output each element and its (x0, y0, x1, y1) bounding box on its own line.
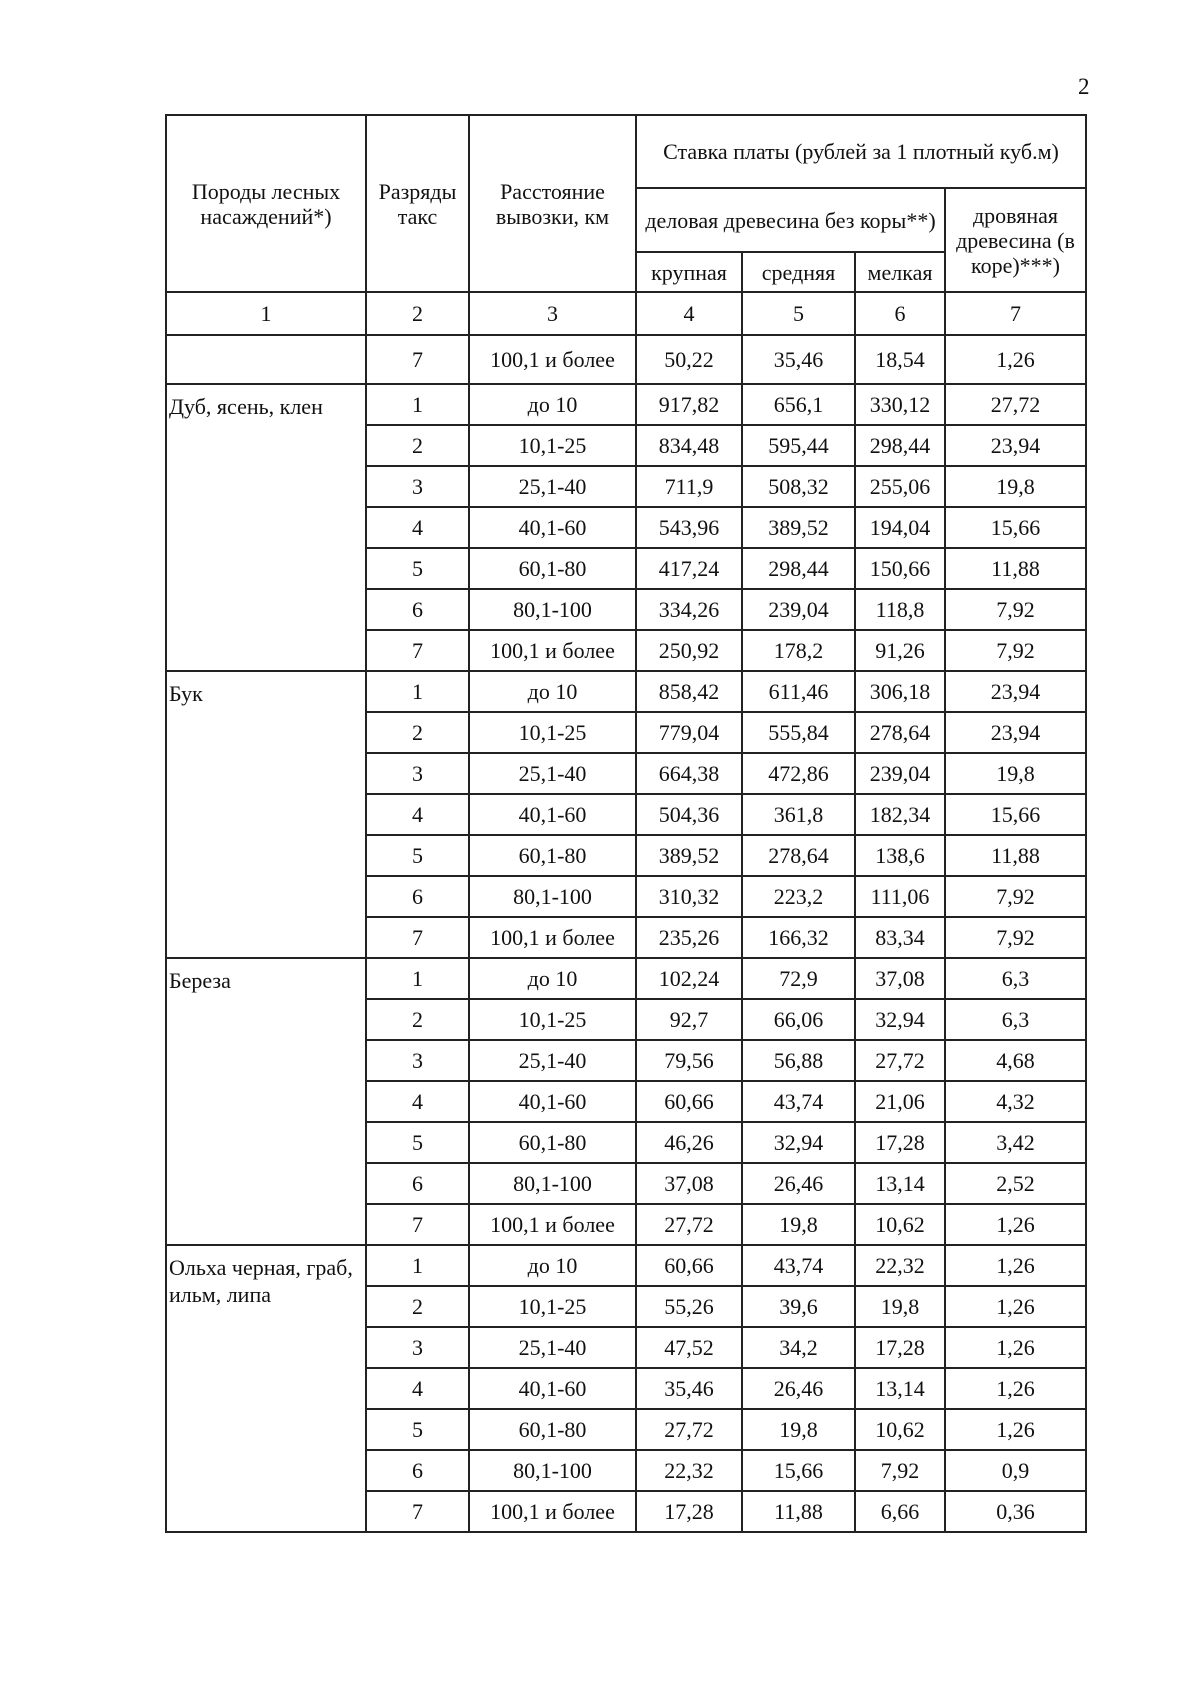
rank-cell: 2 (366, 999, 469, 1040)
medium-rate-cell: 239,04 (742, 589, 855, 630)
header-species: Породы лесных насаждений*) (166, 115, 366, 292)
large-rate-cell: 47,52 (636, 1327, 742, 1368)
large-rate-cell: 711,9 (636, 466, 742, 507)
column-numbers-row (166, 292, 1086, 335)
fuel-rate-cell: 1,26 (945, 1368, 1086, 1409)
large-rate-cell: 417,24 (636, 548, 742, 589)
small-rate-cell: 91,26 (855, 630, 945, 671)
large-rate-cell: 27,72 (636, 1409, 742, 1450)
large-rate-cell: 834,48 (636, 425, 742, 466)
fuel-rate-cell: 1,26 (945, 335, 1086, 384)
medium-rate-cell: 508,32 (742, 466, 855, 507)
large-rate-cell: 102,24 (636, 958, 742, 999)
distance-cell: до 10 (469, 1245, 636, 1286)
rank-cell: 5 (366, 835, 469, 876)
table-row (166, 384, 1086, 425)
distance-cell: 100,1 и более (469, 630, 636, 671)
header-rate: Ставка платы (рублей за 1 плотный куб.м) (636, 115, 1086, 188)
medium-rate-cell: 66,06 (742, 999, 855, 1040)
distance-cell: 80,1-100 (469, 589, 636, 630)
small-rate-cell: 278,64 (855, 712, 945, 753)
distance-cell: 25,1-40 (469, 1040, 636, 1081)
header-large: крупная (636, 252, 742, 292)
medium-rate-cell: 43,74 (742, 1081, 855, 1122)
species-cell: Бук (166, 671, 366, 958)
column-number: 4 (636, 292, 742, 335)
distance-cell: 10,1-25 (469, 712, 636, 753)
distance-cell: 100,1 и более (469, 1491, 636, 1532)
large-rate-cell: 60,66 (636, 1245, 742, 1286)
distance-cell: 80,1-100 (469, 1450, 636, 1491)
header-rank: Разряды такс (366, 115, 469, 292)
rank-cell: 5 (366, 1122, 469, 1163)
rank-cell: 1 (366, 1245, 469, 1286)
large-rate-cell: 235,26 (636, 917, 742, 958)
column-number: 7 (945, 292, 1086, 335)
header-business-wood: деловая древесина без коры**) (636, 188, 945, 252)
large-rate-cell: 543,96 (636, 507, 742, 548)
rank-cell: 2 (366, 712, 469, 753)
fuel-rate-cell: 0,9 (945, 1450, 1086, 1491)
small-rate-cell: 27,72 (855, 1040, 945, 1081)
rank-cell: 2 (366, 425, 469, 466)
distance-cell: 80,1-100 (469, 1163, 636, 1204)
fuel-rate-cell: 11,88 (945, 548, 1086, 589)
medium-rate-cell: 278,64 (742, 835, 855, 876)
rate-rows (166, 335, 1086, 1532)
medium-rate-cell: 19,8 (742, 1409, 855, 1450)
medium-rate-cell: 223,2 (742, 876, 855, 917)
large-rate-cell: 504,36 (636, 794, 742, 835)
stumpage-rates-table (165, 114, 1087, 1533)
species-cell: Дуб, ясень, клен (166, 384, 366, 671)
header-medium: средняя (742, 252, 855, 292)
fuel-rate-cell: 6,3 (945, 958, 1086, 999)
distance-cell: 40,1-60 (469, 1081, 636, 1122)
rank-cell: 3 (366, 1040, 469, 1081)
large-rate-cell: 35,46 (636, 1368, 742, 1409)
fuel-rate-cell: 7,92 (945, 917, 1086, 958)
small-rate-cell: 150,66 (855, 548, 945, 589)
rank-cell: 6 (366, 876, 469, 917)
distance-cell: 80,1-100 (469, 876, 636, 917)
rank-cell: 1 (366, 671, 469, 712)
small-rate-cell: 10,62 (855, 1204, 945, 1245)
rank-cell: 6 (366, 1163, 469, 1204)
large-rate-cell: 310,32 (636, 876, 742, 917)
species-cell: Береза (166, 958, 366, 1245)
fuel-rate-cell: 4,68 (945, 1040, 1086, 1081)
small-rate-cell: 182,34 (855, 794, 945, 835)
medium-rate-cell: 56,88 (742, 1040, 855, 1081)
fuel-rate-cell: 0,36 (945, 1491, 1086, 1532)
small-rate-cell: 21,06 (855, 1081, 945, 1122)
fuel-rate-cell: 27,72 (945, 384, 1086, 425)
medium-rate-cell: 472,86 (742, 753, 855, 794)
rank-cell: 5 (366, 1409, 469, 1450)
fuel-rate-cell: 19,8 (945, 466, 1086, 507)
table-row (166, 671, 1086, 712)
medium-rate-cell: 26,46 (742, 1163, 855, 1204)
distance-cell: 40,1-60 (469, 794, 636, 835)
medium-rate-cell: 43,74 (742, 1245, 855, 1286)
medium-rate-cell: 611,46 (742, 671, 855, 712)
rank-cell: 5 (366, 548, 469, 589)
small-rate-cell: 17,28 (855, 1327, 945, 1368)
rank-cell: 4 (366, 1081, 469, 1122)
distance-cell: 25,1-40 (469, 466, 636, 507)
distance-cell: 100,1 и более (469, 917, 636, 958)
medium-rate-cell: 389,52 (742, 507, 855, 548)
fuel-rate-cell: 6,3 (945, 999, 1086, 1040)
distance-cell: 10,1-25 (469, 999, 636, 1040)
small-rate-cell: 83,34 (855, 917, 945, 958)
medium-rate-cell: 555,84 (742, 712, 855, 753)
small-rate-cell: 118,8 (855, 589, 945, 630)
small-rate-cell: 32,94 (855, 999, 945, 1040)
rank-cell: 2 (366, 1286, 469, 1327)
medium-rate-cell: 361,8 (742, 794, 855, 835)
large-rate-cell: 46,26 (636, 1122, 742, 1163)
fuel-rate-cell: 1,26 (945, 1245, 1086, 1286)
large-rate-cell: 664,38 (636, 753, 742, 794)
large-rate-cell: 22,32 (636, 1450, 742, 1491)
small-rate-cell: 138,6 (855, 835, 945, 876)
fuel-rate-cell: 23,94 (945, 425, 1086, 466)
large-rate-cell: 334,26 (636, 589, 742, 630)
fuel-rate-cell: 7,92 (945, 876, 1086, 917)
fuel-rate-cell: 19,8 (945, 753, 1086, 794)
rank-cell: 7 (366, 335, 469, 384)
fuel-rate-cell: 1,26 (945, 1286, 1086, 1327)
table-row (166, 958, 1086, 999)
small-rate-cell: 194,04 (855, 507, 945, 548)
rank-cell: 7 (366, 630, 469, 671)
large-rate-cell: 37,08 (636, 1163, 742, 1204)
fuel-rate-cell: 2,52 (945, 1163, 1086, 1204)
rank-cell: 4 (366, 507, 469, 548)
species-cell (166, 335, 366, 384)
small-rate-cell: 330,12 (855, 384, 945, 425)
large-rate-cell: 79,56 (636, 1040, 742, 1081)
rank-cell: 3 (366, 1327, 469, 1368)
column-number: 3 (469, 292, 636, 335)
medium-rate-cell: 35,46 (742, 335, 855, 384)
medium-rate-cell: 595,44 (742, 425, 855, 466)
rank-cell: 7 (366, 917, 469, 958)
rank-cell: 1 (366, 958, 469, 999)
small-rate-cell: 18,54 (855, 335, 945, 384)
small-rate-cell: 19,8 (855, 1286, 945, 1327)
distance-cell: 60,1-80 (469, 835, 636, 876)
medium-rate-cell: 166,32 (742, 917, 855, 958)
table-row (166, 1245, 1086, 1286)
rank-cell: 4 (366, 794, 469, 835)
distance-cell: 60,1-80 (469, 548, 636, 589)
large-rate-cell: 917,82 (636, 384, 742, 425)
column-number: 6 (855, 292, 945, 335)
distance-cell: 100,1 и более (469, 335, 636, 384)
medium-rate-cell: 298,44 (742, 548, 855, 589)
large-rate-cell: 55,26 (636, 1286, 742, 1327)
rank-cell: 3 (366, 466, 469, 507)
distance-cell: 40,1-60 (469, 507, 636, 548)
medium-rate-cell: 39,6 (742, 1286, 855, 1327)
small-rate-cell: 13,14 (855, 1368, 945, 1409)
small-rate-cell: 298,44 (855, 425, 945, 466)
header-distance: Расстояние вывозки, км (469, 115, 636, 292)
distance-cell: до 10 (469, 671, 636, 712)
fuel-rate-cell: 1,26 (945, 1327, 1086, 1368)
distance-cell: до 10 (469, 384, 636, 425)
distance-cell: 10,1-25 (469, 1286, 636, 1327)
fuel-rate-cell: 11,88 (945, 835, 1086, 876)
rank-cell: 6 (366, 589, 469, 630)
distance-cell: 10,1-25 (469, 425, 636, 466)
large-rate-cell: 50,22 (636, 335, 742, 384)
fuel-rate-cell: 1,26 (945, 1409, 1086, 1450)
fuel-rate-cell: 15,66 (945, 507, 1086, 548)
column-number: 5 (742, 292, 855, 335)
large-rate-cell: 27,72 (636, 1204, 742, 1245)
fuel-rate-cell: 15,66 (945, 794, 1086, 835)
distance-cell: 40,1-60 (469, 1368, 636, 1409)
large-rate-cell: 858,42 (636, 671, 742, 712)
fuel-rate-cell: 23,94 (945, 671, 1086, 712)
large-rate-cell: 60,66 (636, 1081, 742, 1122)
large-rate-cell: 17,28 (636, 1491, 742, 1532)
distance-cell: 60,1-80 (469, 1122, 636, 1163)
distance-cell: 25,1-40 (469, 1327, 636, 1368)
medium-rate-cell: 15,66 (742, 1450, 855, 1491)
large-rate-cell: 779,04 (636, 712, 742, 753)
fuel-rate-cell: 1,26 (945, 1204, 1086, 1245)
species-cell: Ольха черная, граб, ильм, липа (166, 1245, 366, 1532)
small-rate-cell: 22,32 (855, 1245, 945, 1286)
small-rate-cell: 255,06 (855, 466, 945, 507)
fuel-rate-cell: 3,42 (945, 1122, 1086, 1163)
rank-cell: 7 (366, 1491, 469, 1532)
medium-rate-cell: 178,2 (742, 630, 855, 671)
small-rate-cell: 13,14 (855, 1163, 945, 1204)
distance-cell: до 10 (469, 958, 636, 999)
fuel-rate-cell: 7,92 (945, 589, 1086, 630)
rank-cell: 6 (366, 1450, 469, 1491)
table-row (166, 335, 1086, 384)
fuel-rate-cell: 23,94 (945, 712, 1086, 753)
small-rate-cell: 111,06 (855, 876, 945, 917)
small-rate-cell: 306,18 (855, 671, 945, 712)
medium-rate-cell: 11,88 (742, 1491, 855, 1532)
rank-cell: 4 (366, 1368, 469, 1409)
rank-cell: 7 (366, 1204, 469, 1245)
distance-cell: 60,1-80 (469, 1409, 636, 1450)
small-rate-cell: 17,28 (855, 1122, 945, 1163)
header-fuel-wood: дровяная древесина (в коре)***) (945, 188, 1086, 292)
medium-rate-cell: 19,8 (742, 1204, 855, 1245)
fuel-rate-cell: 4,32 (945, 1081, 1086, 1122)
large-rate-cell: 250,92 (636, 630, 742, 671)
small-rate-cell: 10,62 (855, 1409, 945, 1450)
medium-rate-cell: 32,94 (742, 1122, 855, 1163)
fuel-rate-cell: 7,92 (945, 630, 1086, 671)
header-small: мелкая (855, 252, 945, 292)
small-rate-cell: 239,04 (855, 753, 945, 794)
large-rate-cell: 389,52 (636, 835, 742, 876)
small-rate-cell: 7,92 (855, 1450, 945, 1491)
column-number: 2 (366, 292, 469, 335)
page-number: 2 (1078, 74, 1090, 99)
medium-rate-cell: 72,9 (742, 958, 855, 999)
distance-cell: 25,1-40 (469, 753, 636, 794)
small-rate-cell: 6,66 (855, 1491, 945, 1532)
distance-cell: 100,1 и более (469, 1204, 636, 1245)
small-rate-cell: 37,08 (855, 958, 945, 999)
medium-rate-cell: 656,1 (742, 384, 855, 425)
rank-cell: 1 (366, 384, 469, 425)
medium-rate-cell: 34,2 (742, 1327, 855, 1368)
column-number: 1 (166, 292, 366, 335)
large-rate-cell: 92,7 (636, 999, 742, 1040)
rank-cell: 3 (366, 753, 469, 794)
medium-rate-cell: 26,46 (742, 1368, 855, 1409)
